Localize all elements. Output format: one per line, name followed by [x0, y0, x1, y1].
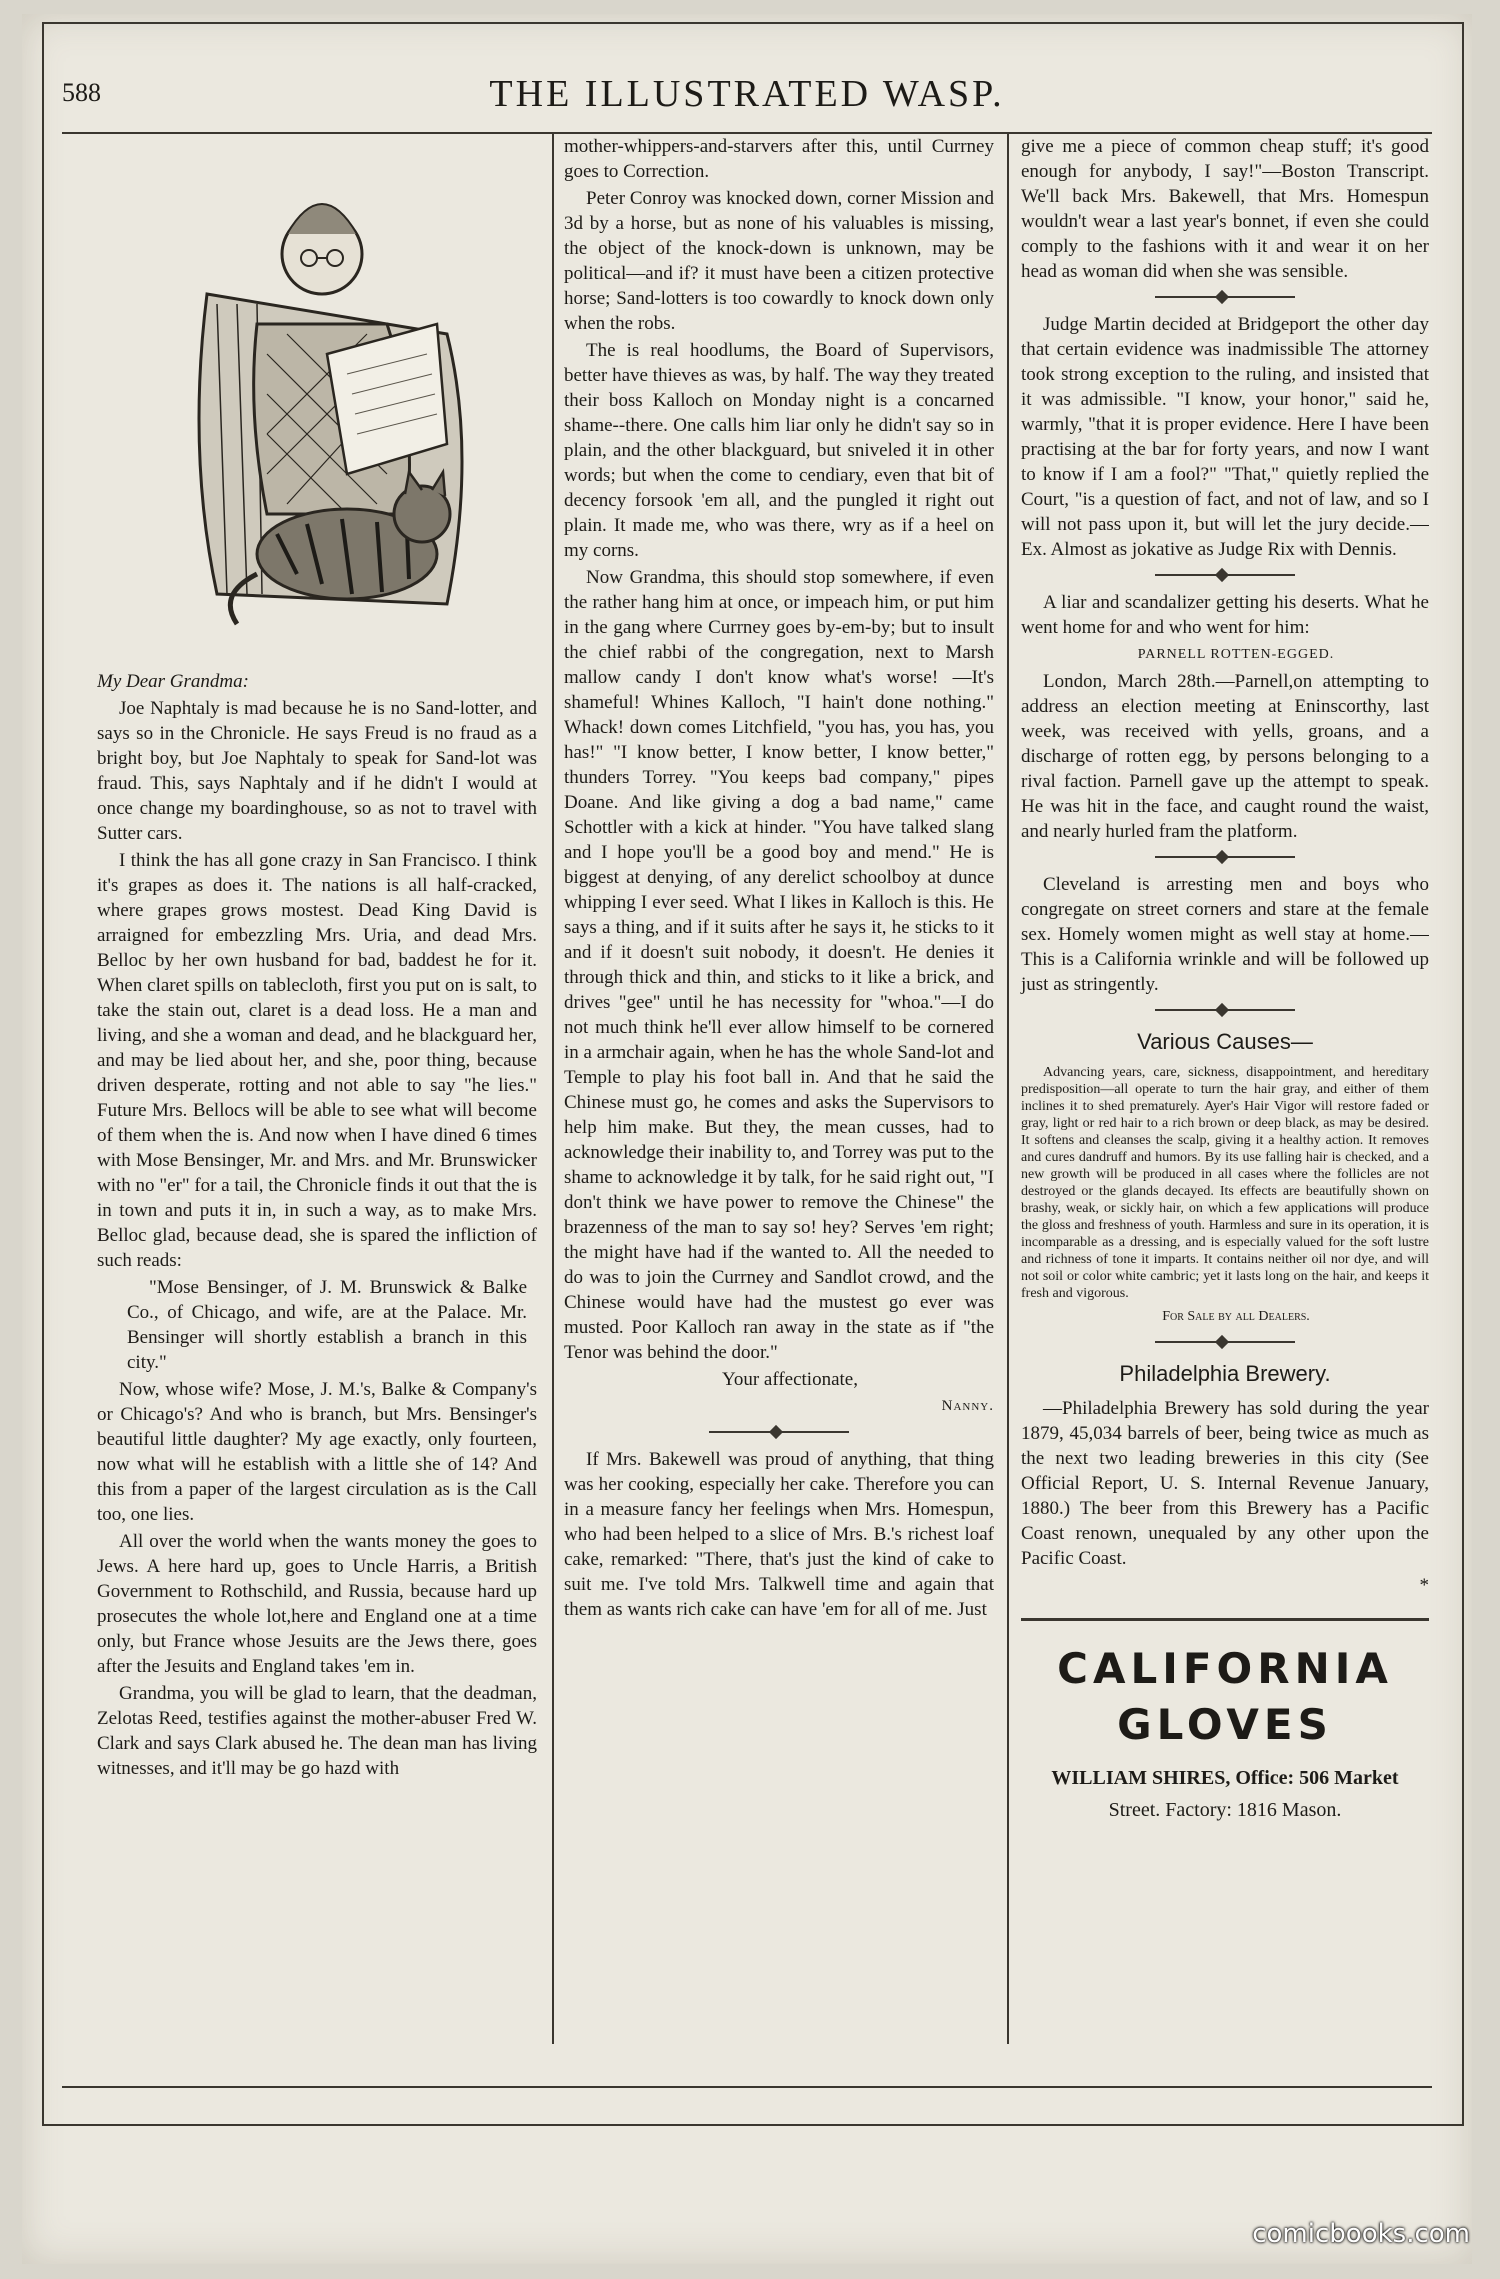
diamond-rule-icon: [1155, 1341, 1295, 1343]
diamond-rule-icon: [709, 1431, 849, 1433]
col3-paragraph-4: London, March 28th.—Parnell,on attempting to address an election meeting at Eninscorthy, last week, was received with yells, groans, and a discharge of rotten egg, by persons belonging to a rival faction. Parnell gave up the attempt to speak. He was hit in the face, and caught round the waist, and nearly hurled fram the platform.: [1021, 671, 1429, 842]
col1-paragraph-3: Now, whose wife? Mose, J. M.'s, Balke & Company's or Chicago's? And who is branch, but Mrs. Bensinger's beautiful little daughter? My age exactly, only fourteen, now what will he establish with a little she of 14? And this from a paper of the largest circulation as is the Call too, one lies.: [97, 1379, 537, 1525]
col1-paragraph-5: Grandma, you will be glad to learn, that the deadman, Zelotas Reed, testifies against the mother-abuser Fred W. Clark and says Clark abused he. The dean man has living witnesses, and it'll may be go hazd with: [97, 1683, 537, 1779]
grandma-reading-illustration: [147, 154, 507, 654]
col2-paragraph-5: If Mrs. Bakewell was proud of anything, that thing was her cooking, especially her cake. Therefore you can in a measure fancy her feelings when Mrs. Homespun, who had been helped to a slice of Mrs. B.'s richest loaf cake, remarked: "There, that's just the kind of cake to suit me. I've told Mrs. Talkwell time and again that them as wants rich cake can have 'em for all of me. Just: [564, 1449, 994, 1620]
col2-paragraph-3: The is real hoodlums, the Board of Supervisors, better have thieves as was, by half. The way they treated their boss Kalloch on Monday night is a concarned shame--there. One calls him liar only he didn't say so in plain, and the other blackguard, but sniveled it in other words; but when the come to cendiary, even that bit of decency forsook 'em all, and the pungled it right out plain. It made me, who was there, wry as if a heel on my corns.: [564, 340, 994, 561]
page-title: THE ILLUSTRATED WASP.: [489, 73, 1005, 115]
col3-paragraph-1: give me a piece of common cheap stuff; it's good enough for anybody, I say!"—Boston Transcript. We'll back Mrs. Bakewell, that Mrs. Homespun wouldn't wear a last year's bonnet, if even she could comply to the fashions with it and wear it on her head as woman did when she was sensible.: [1021, 136, 1429, 282]
col2-paragraph-1: mother-whippers-and-starvers after this, until Currney goes to Correction.: [564, 136, 994, 182]
ad-hair-vigor-body: Advancing years, care, sickness, disappointment, and hereditary predisposition—all operate to turn the hair gray, and either of them inclines it to shed prematurely. Ayer's Hair Vigor will restore faded or gray, light or red hair to a rich brown or deep black, as may be desired. It softens and cleanses the scalp, giving it a healthy action. It removes and cures dandruff and humors. By its use falling hair is checked, and a new growth will be produced in all cases where the follicles are not destroyed or the glands decayed. Its effects are beautifully shown on brashy, weak, or sickly hair, on which a few applications will produce the gloss and freshness of youth. Harmless and sure in its operation, it is incomparable as a dressing, and is especially valued for the soft lustre and richness of tone it imparts. It contains neither oil nor dye, and will not soil or color white cambric; yet it lasts long on the hair, and keeps it fresh and vigorous.: [1021, 1065, 1429, 1301]
diamond-rule-icon: [1155, 296, 1295, 298]
col3-paragraph-5: Cleveland is arresting men and boys who congregate on street corners and stare at the female sex. Homely women might as well stay at home.—This is a California wrinkle and will be followed up just as stringently.: [1021, 874, 1429, 995]
ad-hair-vigor-title: Various Causes—: [1137, 1029, 1313, 1054]
ad-brewery-title: Philadelphia Brewery.: [1119, 1361, 1331, 1386]
news-subhead: PARNELL ROTTEN-EGGED.: [1137, 647, 1335, 662]
col3-paragraph-2: Judge Martin decided at Bridgeport the other day that certain evidence was inadmissible The attorney took strong exception to the ruling, and insisted that it was admissible. "I know, your honor," said he, warmly, "that it is proper evidence. Here I have been practising at the bar for forty years, and now I want to know if I am a fool?" "That," quietly replied the Court, "is a question of fact, and not of law, and so I will not pass upon it, but will let the jury decide.—Ex. Almost as jokative as Judge Rix with Dennis.: [1021, 314, 1429, 560]
diamond-rule-icon: [1155, 574, 1295, 576]
watermark: comicbooks.com: [1252, 2219, 1470, 2249]
gloves-ad-line-4: Street. Factory: 1816 Mason.: [1108, 1799, 1342, 1821]
col2-paragraph-4: Now Grandma, this should stop somewhere, if even the rather hang him at once, or impeach him, or put him in the gang where Currney goes by-em-by; but to insult the chief rabbi of the congregation, next to Marsh mallow candy I don't know what's worse! —It's shameful! Whines Kalloch, "I hain't done nothing." Whack! down comes Litchfield, "you has, you has, you has!" "I know better, I know better, I know better," thunders Torrey. "You keeps bad company," pipes Doane. And like giving a dog a bad name," came Schottler with a kick at hinder. "You have talked slang and I hope you'll be a good boy and mend." He is biggest at denying, of any derelict schoolboy at dunce whipping I ever seed. What I likes in Kalloch is this. He says a thing, and if it suits after he says it, he sticks to it and if it doesn't suit nobody, it doesn't. He denies it through thick and thin, and sticks to it like a brick, and drives "gee" until he has necessity for "whoa."—I do not much think he'll ever allow himself to be cornered in a armchair again, when he has the whole Sand-lot and Temple to play his foot ball in. And that he said the Chinese must go, he comes and asks the Supervisors to help him make. But they, the mean cusses, had to acknowledge their inability to, and Torrey was put to the shame to acknowledge it by talk, for he said right out, "I don't think we have power to remove the Chinese" the brazenness of the man to say so! hey? Serves 'em right; the might have had if the wanted to. All the needed to do was to join the Currney and Sandlot crowd, and the Chinese would have had the mustest go ever was musted. Poor Kalloch ran away in the state as if "the Tenor was behind the door.": [564, 567, 994, 1363]
letter-signature: Nanny.: [941, 1398, 994, 1414]
page-header: [62, 72, 1432, 134]
bottom-rule: [62, 2086, 1432, 2088]
diamond-rule-icon: [1155, 1009, 1295, 1011]
ad-brewery-body: —Philadelphia Brewery has sold during the year 1879, 45,034 barrels of beer, being twice as much as the next two leading breweries in this city (See Official Report, U. S. Internal Revenue January, 1880.) The beer from this Brewery has a Pacific Coast renown, unequaled by any other upon the Pacific Coast.: [1021, 1398, 1429, 1569]
col1-paragraph-4: All over the world when the wants money the goes to Jews. A here hard up, goes to Uncle Harris, a British Government to Rothschild, and Russia, because hard up prosecutes the whole lot,here and England one at a time only, but France whose Jesuits are the Jews there, goes after the Jesuits and England takes 'em in.: [97, 1531, 537, 1677]
ad-hair-vigor-sale: For Sale by all Dealers.: [1162, 1309, 1310, 1324]
col1-paragraph-2: I think the has all gone crazy in San Francisco. I think it's grapes as does it. The nations is all half-cracked, where grapes grows mostest. Dead King David is arraigned for embezzling Mrs. Uria, and dead Mrs. Belloc by her own husband for bad, baddest he for it. When claret spills on tablecloth, first you put on is salt, to take the stain out, claret is a dead loss. He a man and living, and she a woman and dead, and he blackguard her, and may be lied about her, and she, poor thing, because driven desperate, rotting and not able to say "he lies." Future Mrs. Bellocs will be able to see what will become of them when the is. And now when I have dined 6 times with Mose Bensinger, Mr. and Mrs. and Mr. Brunswicker with no "er" for a tail, the Chronicle finds it out that the is in town and puts it in, in such a way, as to make Mrs. Belloc glad, because dead, she is spared the infliction of such reads:: [97, 850, 537, 1271]
col1-quote: "Mose Bensinger, of J. M. Brunswick & Balke Co., of Chicago, and wife, are at the Palace. Mr. Bensinger will shortly establish a branch in this city.": [127, 1277, 527, 1373]
salutation: My Dear Grandma:: [97, 671, 249, 692]
diamond-rule-icon: [1155, 856, 1295, 858]
ad-brewery-star: *: [1419, 1575, 1429, 1596]
column-2: [552, 134, 994, 2044]
gloves-ad: [1021, 1618, 1429, 1825]
column-1: [97, 134, 537, 2044]
col3-paragraph-3: A liar and scandalizer getting his deserts. What he went home for and who went for him:: [1021, 592, 1429, 638]
gloves-ad-line-1: CALIFORNIA: [1057, 1644, 1393, 1693]
column-3: [1007, 134, 1429, 2044]
letter-closing: Your affectionate,: [722, 1369, 858, 1390]
col1-paragraph-1: Joe Naphtaly is mad because he is no Sand-lotter, and says so in the Chronicle. He says Freud is no fraud as a bright boy, but Joe Naphtaly to speak for Sand-lot was fraud. This, says Naphtaly and if he didn't I would at once change my boardinghouse, so as not to travel with Sutter cars.: [97, 698, 537, 844]
col2-paragraph-2: Peter Conroy was knocked down, corner Mission and 3d by a horse, but as none of his valuables is missing, the object of the knock-down is unknown, may be political—and if? it must have been a citizen protective horse; Sand-lotters is too cowardly to knock down only when the robs.: [564, 188, 994, 334]
page-number: 588: [62, 78, 101, 107]
gloves-ad-line-2: GLOVES: [1117, 1700, 1333, 1749]
gloves-ad-line-3: WILLIAM SHIRES, Office: 506 Market: [1051, 1767, 1399, 1789]
newspaper-page: [22, 14, 1472, 2264]
